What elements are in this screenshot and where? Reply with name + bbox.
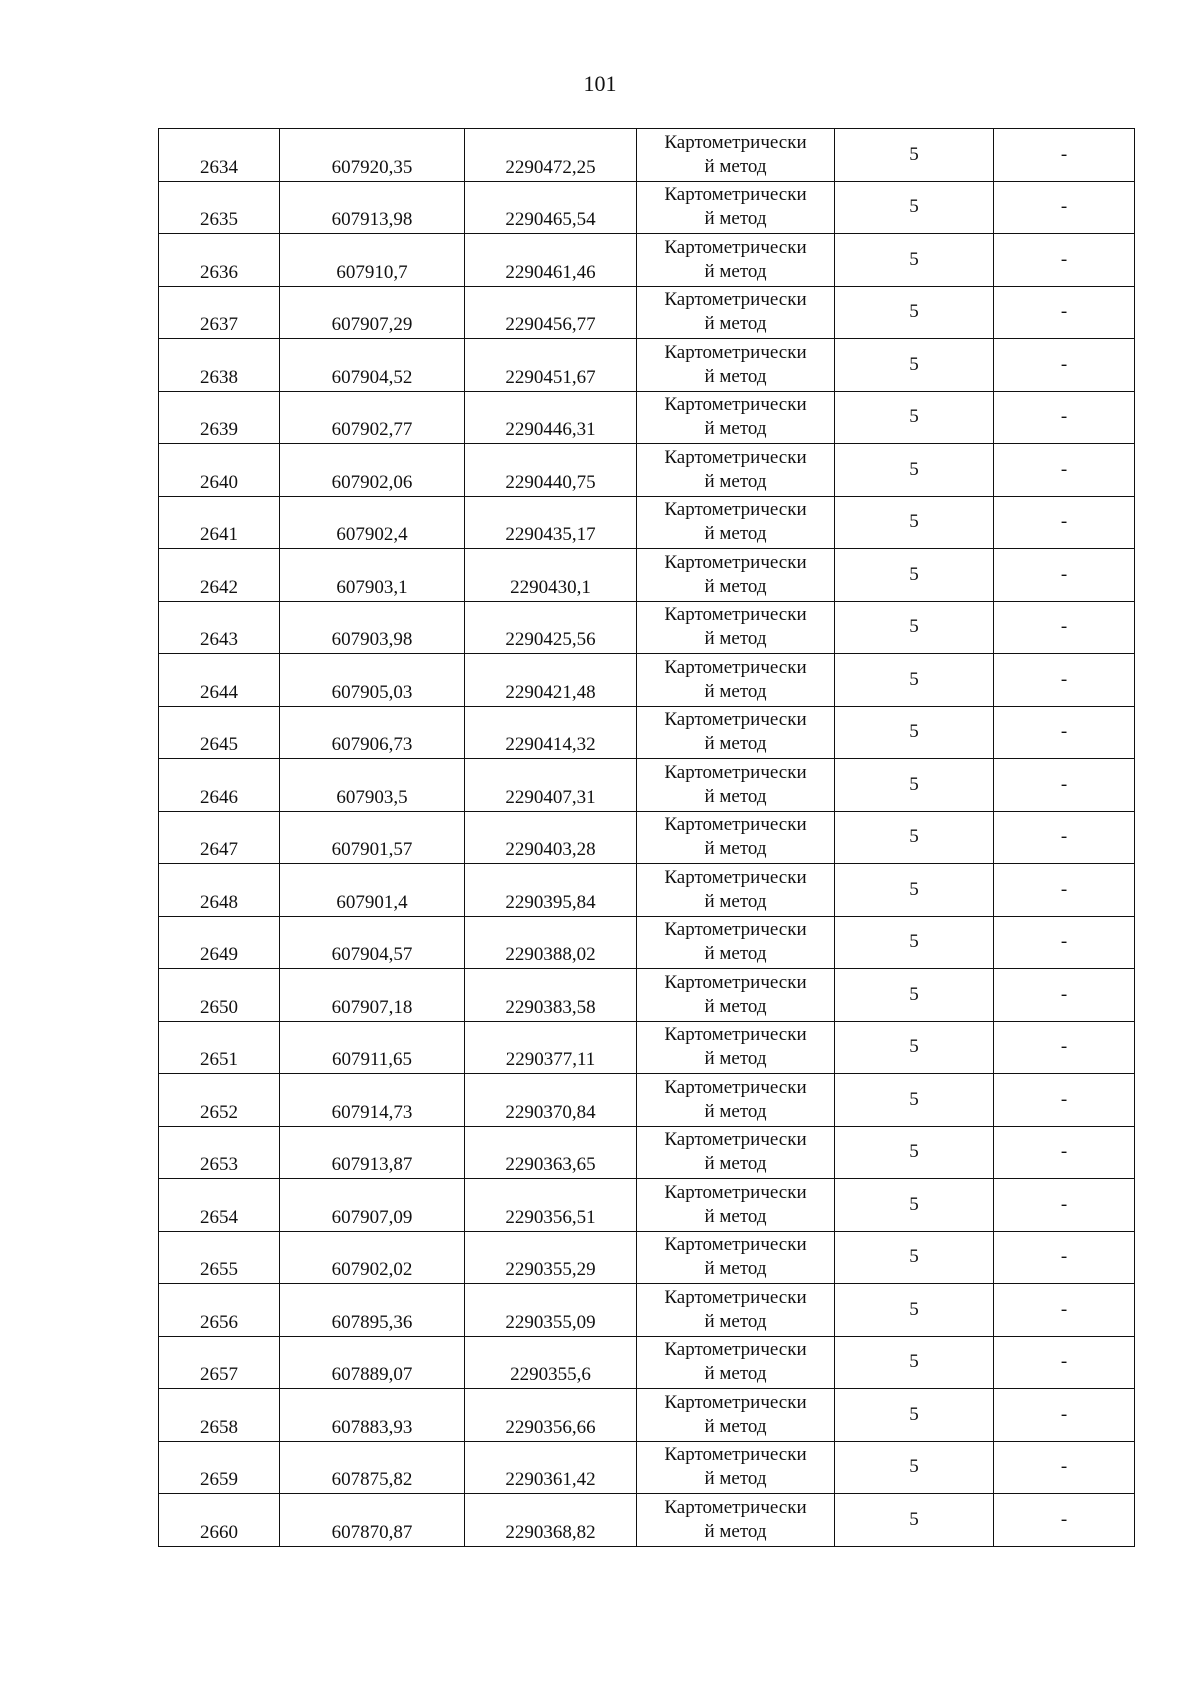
point-number-cell: 2653: [159, 1126, 280, 1179]
table-row: [159, 181, 1135, 234]
coordinate-x-cell: 607905,03: [280, 654, 465, 707]
method-text-line-1: Картометрически: [664, 446, 807, 468]
method-text-line-1: Картометрически: [664, 289, 807, 311]
table-row: [159, 1284, 1135, 1337]
coordinate-x-cell: 607902,06: [280, 444, 465, 497]
method-cell: [637, 391, 835, 444]
method-text-line-2: й метод: [704, 680, 767, 702]
method-cell: [637, 1231, 835, 1284]
accuracy-cell: 5: [835, 1441, 994, 1494]
coordinate-x-cell: 607907,29: [280, 286, 465, 339]
coordinate-y-cell: 2290451,67: [465, 339, 637, 392]
method-cell: [637, 1074, 835, 1127]
note-cell: -: [994, 654, 1135, 707]
point-number-cell: 2635: [159, 181, 280, 234]
method-text-line-1: Картометрически: [664, 131, 807, 153]
method-cell: [637, 129, 835, 182]
method-text-line-2: й метод: [704, 628, 767, 650]
table-row: [159, 234, 1135, 287]
table-row: [159, 1179, 1135, 1232]
table-row: [159, 706, 1135, 759]
note-cell: -: [994, 549, 1135, 602]
coordinate-y-cell: 2290421,48: [465, 654, 637, 707]
method-text-line-2: й метод: [704, 1205, 767, 1227]
point-number-cell: 2640: [159, 444, 280, 497]
note-cell: -: [994, 234, 1135, 287]
method-cell: [637, 969, 835, 1022]
coordinate-y-cell: 2290355,09: [465, 1284, 637, 1337]
coordinates-table: [158, 128, 1135, 1547]
note-cell: -: [994, 1284, 1135, 1337]
method-text-line-2: й метод: [704, 418, 767, 440]
point-number-cell: 2652: [159, 1074, 280, 1127]
method-cell: [637, 759, 835, 812]
table-row: [159, 129, 1135, 182]
table-row: [159, 654, 1135, 707]
coordinate-y-cell: 2290407,31: [465, 759, 637, 812]
method-text-line-2: й метод: [704, 523, 767, 545]
method-text-line-1: Картометрически: [664, 814, 807, 836]
method-text-line-2: й метод: [704, 733, 767, 755]
method-cell: [637, 1494, 835, 1547]
note-cell: -: [994, 969, 1135, 1022]
table-row: [159, 1231, 1135, 1284]
coordinate-x-cell: 607907,09: [280, 1179, 465, 1232]
method-cell: [637, 339, 835, 392]
method-text-line-2: й метод: [704, 575, 767, 597]
coordinate-x-cell: 607911,65: [280, 1021, 465, 1074]
coordinate-x-cell: 607903,5: [280, 759, 465, 812]
table-row: [159, 759, 1135, 812]
coordinate-y-cell: 2290370,84: [465, 1074, 637, 1127]
coordinate-x-cell: 607875,82: [280, 1441, 465, 1494]
coordinates-table-body: [159, 129, 1135, 1547]
method-text-line-2: й метод: [704, 260, 767, 282]
method-cell: [637, 601, 835, 654]
method-cell: [637, 1389, 835, 1442]
note-cell: -: [994, 706, 1135, 759]
note-cell: -: [994, 864, 1135, 917]
method-cell: [637, 234, 835, 287]
point-number-cell: 2637: [159, 286, 280, 339]
method-text-line-2: й метод: [704, 208, 767, 230]
point-number-cell: 2636: [159, 234, 280, 287]
coordinate-y-cell: 2290435,17: [465, 496, 637, 549]
coordinate-y-cell: 2290377,11: [465, 1021, 637, 1074]
method-cell: [637, 1284, 835, 1337]
page-number: 101: [583, 71, 617, 96]
accuracy-cell: 5: [835, 1074, 994, 1127]
method-cell: [637, 654, 835, 707]
coordinate-y-cell: 2290430,1: [465, 549, 637, 602]
accuracy-cell: 5: [835, 1284, 994, 1337]
accuracy-cell: 5: [835, 339, 994, 392]
table-row: [159, 444, 1135, 497]
method-text-line-2: й метод: [704, 890, 767, 912]
method-text-line-2: й метод: [704, 995, 767, 1017]
point-number-cell: 2646: [159, 759, 280, 812]
table-row: [159, 969, 1135, 1022]
accuracy-cell: 5: [835, 129, 994, 182]
table-row: [159, 864, 1135, 917]
table-row: [159, 549, 1135, 602]
note-cell: -: [994, 444, 1135, 497]
note-cell: -: [994, 601, 1135, 654]
method-text-line-1: Картометрически: [664, 1496, 807, 1518]
method-cell: [637, 1021, 835, 1074]
coordinate-x-cell: 607901,4: [280, 864, 465, 917]
note-cell: -: [994, 1389, 1135, 1442]
coordinate-x-cell: 607895,36: [280, 1284, 465, 1337]
coordinate-y-cell: 2290356,66: [465, 1389, 637, 1442]
point-number-cell: 2658: [159, 1389, 280, 1442]
coordinate-y-cell: 2290361,42: [465, 1441, 637, 1494]
method-text-line-2: й метод: [704, 365, 767, 387]
coordinate-x-cell: 607904,57: [280, 916, 465, 969]
method-text-line-2: й метод: [704, 943, 767, 965]
accuracy-cell: 5: [835, 286, 994, 339]
coordinate-y-cell: 2290403,28: [465, 811, 637, 864]
method-text-line-1: Картометрически: [664, 1181, 807, 1203]
method-text-line-1: Картометрически: [664, 604, 807, 626]
method-text-line-2: й метод: [704, 313, 767, 335]
method-text-line-1: Картометрически: [664, 1444, 807, 1466]
method-text-line-1: Картометрически: [664, 1024, 807, 1046]
method-cell: [637, 549, 835, 602]
table-row: [159, 339, 1135, 392]
method-text-line-2: й метод: [704, 1258, 767, 1280]
point-number-cell: 2651: [159, 1021, 280, 1074]
accuracy-cell: 5: [835, 1494, 994, 1547]
method-cell: [637, 1441, 835, 1494]
coordinate-x-cell: 607901,57: [280, 811, 465, 864]
method-cell: [637, 916, 835, 969]
accuracy-cell: 5: [835, 706, 994, 759]
method-text-line-1: Картометрически: [664, 1129, 807, 1151]
method-cell: [637, 444, 835, 497]
table-row: [159, 916, 1135, 969]
accuracy-cell: 5: [835, 864, 994, 917]
note-cell: -: [994, 916, 1135, 969]
method-cell: [637, 181, 835, 234]
point-number-cell: 2660: [159, 1494, 280, 1547]
method-text-line-2: й метод: [704, 155, 767, 177]
point-number-cell: 2650: [159, 969, 280, 1022]
method-text-line-1: Картометрически: [664, 1391, 807, 1413]
coordinate-x-cell: 607889,07: [280, 1336, 465, 1389]
table-row: [159, 1021, 1135, 1074]
coordinate-y-cell: 2290368,82: [465, 1494, 637, 1547]
coordinate-y-cell: 2290472,25: [465, 129, 637, 182]
accuracy-cell: 5: [835, 654, 994, 707]
method-cell: [637, 286, 835, 339]
point-number-cell: 2642: [159, 549, 280, 602]
method-text-line-2: й метод: [704, 1415, 767, 1437]
table-row: [159, 1494, 1135, 1547]
accuracy-cell: 5: [835, 1336, 994, 1389]
accuracy-cell: 5: [835, 181, 994, 234]
table-row: [159, 1126, 1135, 1179]
accuracy-cell: 5: [835, 1389, 994, 1442]
coordinate-x-cell: 607914,73: [280, 1074, 465, 1127]
method-cell: [637, 1336, 835, 1389]
table-row: [159, 1441, 1135, 1494]
accuracy-cell: 5: [835, 1126, 994, 1179]
point-number-cell: 2643: [159, 601, 280, 654]
method-text-line-1: Картометрически: [664, 551, 807, 573]
method-text-line-2: й метод: [704, 1468, 767, 1490]
table-row: [159, 811, 1135, 864]
coordinate-x-cell: 607903,98: [280, 601, 465, 654]
point-number-cell: 2656: [159, 1284, 280, 1337]
coordinate-y-cell: 2290456,77: [465, 286, 637, 339]
table-row: [159, 391, 1135, 444]
method-text-line-1: Картометрически: [664, 341, 807, 363]
point-number-cell: 2639: [159, 391, 280, 444]
coordinate-y-cell: 2290440,75: [465, 444, 637, 497]
coordinate-y-cell: 2290355,6: [465, 1336, 637, 1389]
coordinate-x-cell: 607913,98: [280, 181, 465, 234]
accuracy-cell: 5: [835, 549, 994, 602]
method-cell: [637, 706, 835, 759]
method-text-line-2: й метод: [704, 1048, 767, 1070]
point-number-cell: 2641: [159, 496, 280, 549]
method-text-line-2: й метод: [704, 785, 767, 807]
table-row: [159, 1389, 1135, 1442]
method-text-line-1: Картометрически: [664, 1286, 807, 1308]
method-cell: [637, 1179, 835, 1232]
point-number-cell: 2644: [159, 654, 280, 707]
table-row: [159, 286, 1135, 339]
point-number-cell: 2647: [159, 811, 280, 864]
coordinate-x-cell: 607902,4: [280, 496, 465, 549]
point-number-cell: 2648: [159, 864, 280, 917]
method-cell: [637, 1126, 835, 1179]
point-number-cell: 2645: [159, 706, 280, 759]
point-number-cell: 2659: [159, 1441, 280, 1494]
note-cell: -: [994, 1126, 1135, 1179]
note-cell: -: [994, 1336, 1135, 1389]
note-cell: -: [994, 1494, 1135, 1547]
table-row: [159, 601, 1135, 654]
method-text-line-1: Картометрически: [664, 709, 807, 731]
point-number-cell: 2657: [159, 1336, 280, 1389]
coordinate-y-cell: 2290355,29: [465, 1231, 637, 1284]
coordinate-y-cell: 2290465,54: [465, 181, 637, 234]
note-cell: -: [994, 1074, 1135, 1127]
accuracy-cell: 5: [835, 601, 994, 654]
coordinate-x-cell: 607907,18: [280, 969, 465, 1022]
coordinate-x-cell: 607870,87: [280, 1494, 465, 1547]
coordinate-x-cell: 607910,7: [280, 234, 465, 287]
method-text-line-1: Картометрически: [664, 1339, 807, 1361]
accuracy-cell: 5: [835, 391, 994, 444]
coordinate-y-cell: 2290383,58: [465, 969, 637, 1022]
accuracy-cell: 5: [835, 811, 994, 864]
method-text-line-1: Картометрически: [664, 499, 807, 521]
method-cell: [637, 864, 835, 917]
point-number-cell: 2638: [159, 339, 280, 392]
coordinate-x-cell: 607906,73: [280, 706, 465, 759]
coordinate-x-cell: 607902,77: [280, 391, 465, 444]
accuracy-cell: 5: [835, 916, 994, 969]
coordinate-y-cell: 2290446,31: [465, 391, 637, 444]
method-text-line-2: й метод: [704, 1310, 767, 1332]
coordinate-x-cell: 607920,35: [280, 129, 465, 182]
accuracy-cell: 5: [835, 496, 994, 549]
method-text-line-2: й метод: [704, 1100, 767, 1122]
coordinate-x-cell: 607913,87: [280, 1126, 465, 1179]
accuracy-cell: 5: [835, 1231, 994, 1284]
method-text-line-1: Картометрически: [664, 184, 807, 206]
table-row: [159, 496, 1135, 549]
coordinate-x-cell: 607903,1: [280, 549, 465, 602]
method-text-line-1: Картометрически: [664, 1076, 807, 1098]
accuracy-cell: 5: [835, 444, 994, 497]
coordinate-y-cell: 2290388,02: [465, 916, 637, 969]
method-text-line-2: й метод: [704, 1520, 767, 1542]
coordinate-y-cell: 2290461,46: [465, 234, 637, 287]
note-cell: -: [994, 181, 1135, 234]
method-text-line-1: Картометрически: [664, 919, 807, 941]
table-row: [159, 1074, 1135, 1127]
method-text-line-1: Картометрически: [664, 971, 807, 993]
accuracy-cell: 5: [835, 1179, 994, 1232]
method-text-line-1: Картометрически: [664, 236, 807, 258]
coordinate-y-cell: 2290395,84: [465, 864, 637, 917]
method-text-line-1: Картометрически: [664, 656, 807, 678]
note-cell: -: [994, 811, 1135, 864]
note-cell: -: [994, 286, 1135, 339]
method-text-line-1: Картометрически: [664, 394, 807, 416]
note-cell: -: [994, 1231, 1135, 1284]
coordinate-y-cell: 2290363,65: [465, 1126, 637, 1179]
accuracy-cell: 5: [835, 1021, 994, 1074]
point-number-cell: 2655: [159, 1231, 280, 1284]
table-row: [159, 1336, 1135, 1389]
accuracy-cell: 5: [835, 759, 994, 812]
method-text-line-2: й метод: [704, 1153, 767, 1175]
method-text-line-1: Картометрически: [664, 866, 807, 888]
coordinate-y-cell: 2290356,51: [465, 1179, 637, 1232]
method-text-line-2: й метод: [704, 470, 767, 492]
note-cell: -: [994, 129, 1135, 182]
note-cell: -: [994, 391, 1135, 444]
note-cell: -: [994, 1441, 1135, 1494]
coordinate-x-cell: 607904,52: [280, 339, 465, 392]
method-cell: [637, 811, 835, 864]
note-cell: -: [994, 1021, 1135, 1074]
method-text-line-1: Картометрически: [664, 761, 807, 783]
coordinate-x-cell: 607883,93: [280, 1389, 465, 1442]
note-cell: -: [994, 496, 1135, 549]
accuracy-cell: 5: [835, 234, 994, 287]
note-cell: -: [994, 759, 1135, 812]
note-cell: -: [994, 339, 1135, 392]
coordinate-x-cell: 607902,02: [280, 1231, 465, 1284]
point-number-cell: 2654: [159, 1179, 280, 1232]
note-cell: -: [994, 1179, 1135, 1232]
point-number-cell: 2634: [159, 129, 280, 182]
method-text-line-1: Картометрически: [664, 1234, 807, 1256]
coordinate-y-cell: 2290414,32: [465, 706, 637, 759]
accuracy-cell: 5: [835, 969, 994, 1022]
point-number-cell: 2649: [159, 916, 280, 969]
method-text-line-2: й метод: [704, 838, 767, 860]
method-text-line-2: й метод: [704, 1363, 767, 1385]
coordinate-y-cell: 2290425,56: [465, 601, 637, 654]
method-cell: [637, 496, 835, 549]
